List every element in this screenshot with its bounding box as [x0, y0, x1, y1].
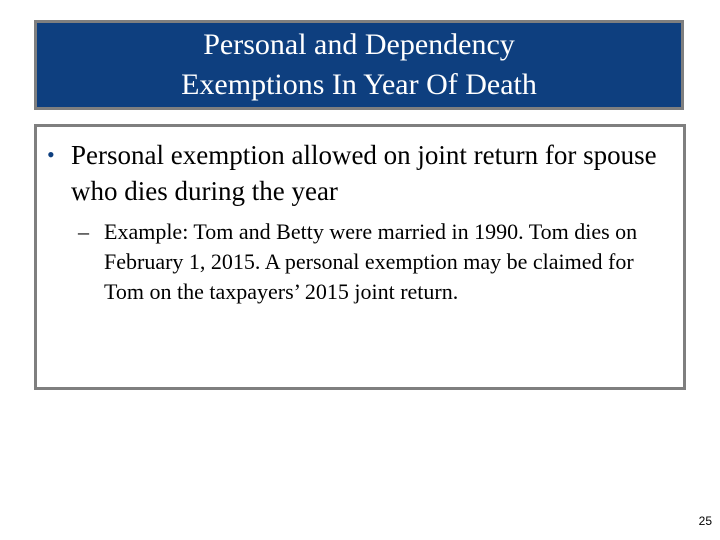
- slide-title-box: [34, 20, 684, 110]
- slide-title-line-2: Exemptions In Year Of Death: [181, 68, 537, 101]
- slide-title-line-1: Personal and Dependency: [203, 28, 515, 61]
- bullet-text: Personal exemption allowed on joint return for spouse who dies during the year: [71, 140, 657, 206]
- bullet-item: [47, 137, 672, 209]
- content-box: [34, 124, 686, 390]
- sub-bullet-text: Example: Tom and Betty were married in 1990. Tom dies on February 1, 2015. A personal exemption may be claimed for Tom on the taxpayers’ 2015 joint return.: [104, 219, 638, 304]
- sub-bullet-item: [78, 217, 663, 307]
- bullet-marker: •: [47, 142, 55, 167]
- page-number: 25: [698, 514, 712, 528]
- sub-bullet-marker: –: [78, 219, 89, 244]
